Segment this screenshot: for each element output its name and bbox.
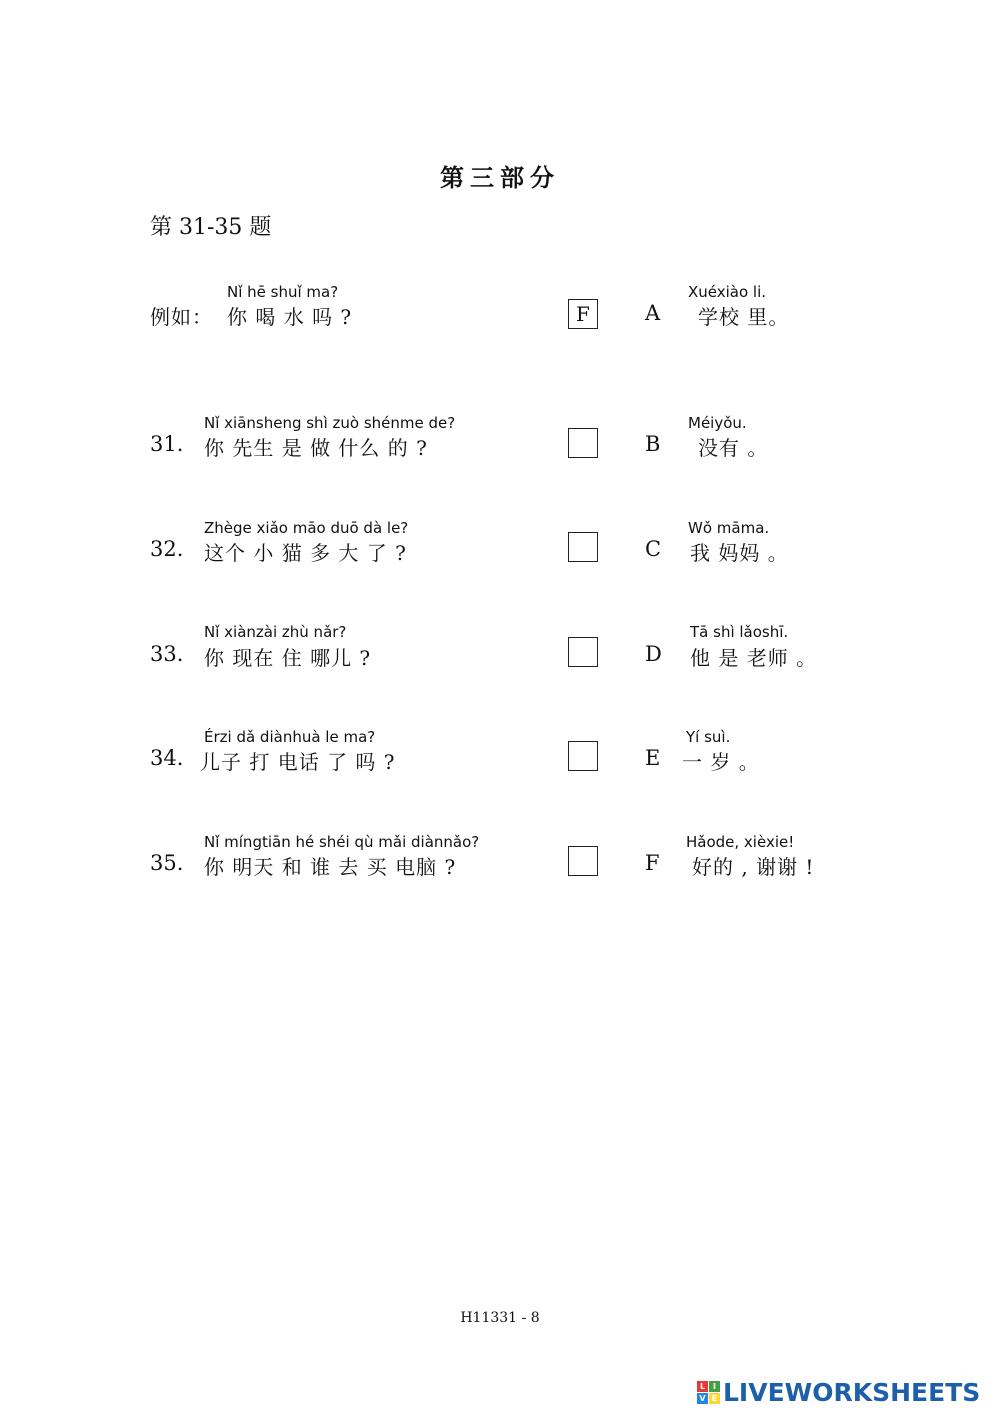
option-text: 学校 里。: [698, 305, 790, 329]
question-pinyin: Zhège xiǎo māo duō dà le?: [204, 519, 409, 537]
answer-box-33[interactable]: [568, 637, 598, 667]
liveworksheets-logo: [697, 1378, 980, 1407]
question-number: 31.: [150, 432, 184, 456]
option-pinyin: Tā shì lǎoshī.: [690, 623, 789, 641]
option-letter: F: [645, 851, 660, 875]
option-pinyin: Méiyǒu.: [688, 414, 747, 432]
option-letter: A: [645, 301, 661, 325]
option-text: 我 妈妈 。: [690, 541, 789, 565]
question-number: 35.: [150, 851, 184, 875]
option-pinyin: Hǎode, xièxie!: [686, 833, 795, 851]
question-pinyin: Érzi dǎ diànhuà le ma?: [204, 728, 376, 746]
logo-mark-letter: L: [697, 1381, 708, 1392]
question-number: 32.: [150, 537, 184, 561]
answer-box-34[interactable]: [568, 741, 598, 771]
page-footer: H11331 - 8: [460, 1310, 540, 1326]
section-title: 第三部分: [440, 163, 560, 192]
option-text: 他 是 老师 。: [690, 646, 818, 670]
question-range: 第 31-35 题: [150, 215, 272, 240]
logo-mark-letter: E: [709, 1393, 720, 1404]
option-text: 好的 , 谢谢 !: [692, 855, 815, 879]
option-text: 一 岁 。: [682, 750, 760, 774]
option-pinyin: Wǒ māma.: [688, 519, 770, 537]
example-answer-box: F: [568, 299, 598, 329]
answer-box-31[interactable]: [568, 428, 598, 458]
option-letter: D: [645, 642, 662, 666]
question-text: 你 现在 住 哪儿 ?: [204, 646, 372, 670]
question-text: 你 明天 和 谁 去 买 电脑 ?: [204, 855, 457, 879]
question-number: 33.: [150, 642, 184, 666]
logo-text: LIVEWORKSHEETS: [723, 1378, 981, 1407]
question-text: 这个 小 猫 多 大 了 ?: [204, 541, 407, 565]
option-letter: C: [645, 537, 662, 561]
logo-mark-letter: I: [709, 1381, 720, 1392]
example-label: 例如：: [150, 305, 213, 329]
option-pinyin: Yí suì.: [686, 728, 731, 746]
example-pinyin: Nǐ hē shuǐ ma?: [227, 283, 339, 301]
question-number: 34.: [150, 746, 184, 770]
option-pinyin: Xuéxiào li.: [688, 283, 767, 301]
option-letter: B: [645, 432, 661, 456]
question-text: 你 先生 是 做 什么 的 ?: [204, 436, 428, 460]
logo-mark-letter: V: [697, 1393, 708, 1404]
liveworksheets-mark-icon: [697, 1381, 720, 1404]
answer-box-32[interactable]: [568, 532, 598, 562]
example-text: 你 喝 水 吗 ?: [227, 305, 353, 329]
question-text: 儿子 打 电话 了 吗 ?: [200, 750, 396, 774]
answer-box-35[interactable]: [568, 846, 598, 876]
question-pinyin: Nǐ xiānsheng shì zuò shénme de?: [204, 414, 456, 432]
option-text: 没有 。: [698, 436, 769, 460]
question-pinyin: Nǐ xiànzài zhù nǎr?: [204, 623, 347, 641]
option-letter: E: [645, 746, 661, 770]
question-pinyin: Nǐ míngtiān hé shéi qù mǎi diànnǎo?: [204, 833, 480, 851]
